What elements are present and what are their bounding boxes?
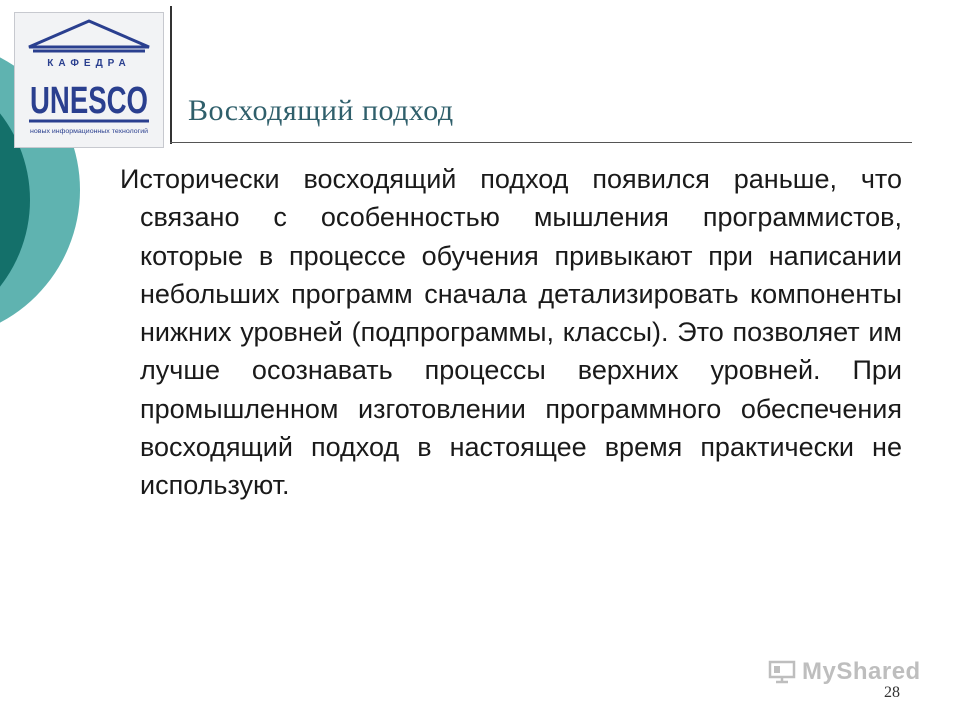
watermark-text: MyShared	[802, 658, 921, 685]
vertical-divider	[170, 6, 172, 144]
watermark	[768, 658, 921, 686]
presentation-board-icon	[768, 660, 796, 684]
slide-title: Восходящий подход	[188, 94, 454, 127]
logo-main-text: UNESCO	[30, 80, 148, 122]
unesco-emblem-icon	[15, 13, 163, 147]
title-underline	[170, 142, 912, 143]
logo-bottom-caption: новых информационных технологий	[30, 128, 140, 135]
unesco-logo	[14, 12, 164, 148]
logo-top-caption: КАФЕДРА	[47, 58, 131, 69]
page-number: 28	[884, 684, 900, 701]
slide-body-text: Исторически восходящий подход появился раньше, что связано с особенностью мышления программистов, которые в процессе обучения привыкают при написании небольших программ сначала детализировать компоненты нижних уровней (подпрограммы, классы). Это позволяет им лучше осознавать процессы верхних уровней. При промышленном изготовлении программного обеспечения восходящий подход в настоящее время практически не используют.	[120, 164, 902, 501]
